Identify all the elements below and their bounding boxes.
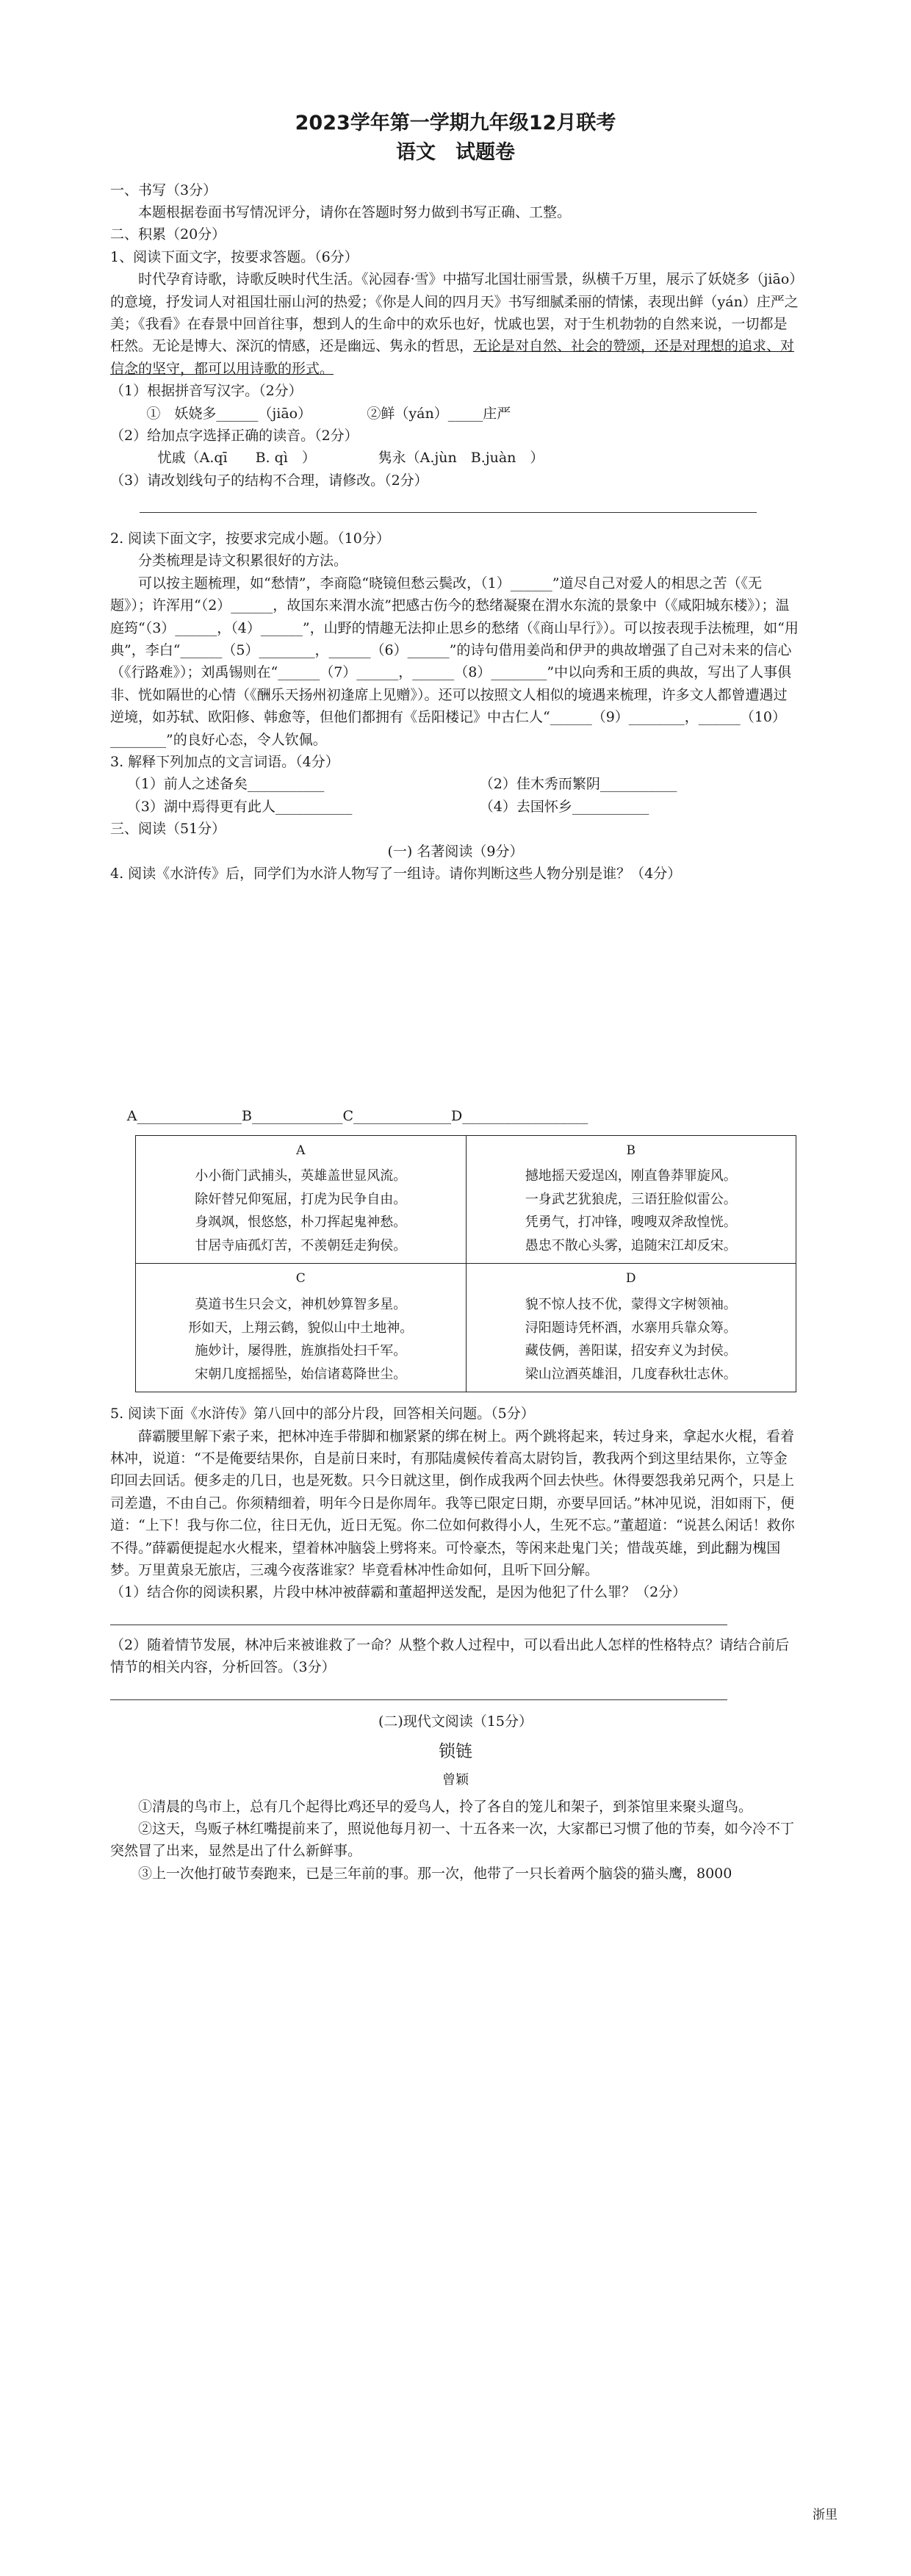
q4-prompt: 4. 阅读《水浒传》后，同学们为水浒人物写了一组诗。请你判断这些人物分别是谁？（4分） [110,865,682,882]
q3-item-4: （4）去国怀乡___________ [479,798,649,815]
poem-line: 施妙计，屡得胜，旌旗指处扫千军。 [195,1343,407,1359]
q4-answer-line[interactable]: A_______________B_____________C______________D__________________ [126,1108,588,1125]
q1-sub1-b: ②鲜（yán）_____庄严 [367,405,511,422]
q1-prompt: 1、阅读下面文字，按要求答题。（6分） [110,248,359,265]
q5-passage: 薛霸腰里解下索子来，把林冲连手带脚和枷紧紧的绑在树上。两个跳将起来，转过身来，拿起水火棍，看着林冲，说道：“不是俺要结果你，自是前日来时，有那陆虞候传着高太尉钧旨，教我两个到这里结果你，立等金印回去回话。便多走的几日，也是死数。只今日就这里，倒作成我两个回去快些。休得要怨我弟兄两个，只是上司差遣，不由自己。你须精细着，明年今日是你周年。我等已限定日期，亦要早回话。”林冲见说，泪如雨下，便道：“上下！我与你二位，往日无仇，近日无冤。你二位如何救得小人，生死不忘。”董超道：“说甚么闲话！救你不得。”薛霸便提起水火棍来，望着林冲脑袋上劈将来。可怜豪杰，等闲来赴鬼门关；惜哉英雄，到此翻为槐国梦。万里黄泉无旅店，三魂今夜落谁家？毕竟看林冲性命如何，且听下回分解。 [110,1428,795,1578]
q1-sub1: （1）根据拼音写汉字。（2分） [110,383,303,400]
q1-sub2-b: 隽永（A.jùn B.juàn ） [378,450,544,467]
poem-line: 貌不惊人技不优，蒙得文字树领袖。 [525,1297,737,1313]
poem-line: 形如天，上翔云鹤，貌似山中土地神。 [188,1320,414,1336]
poem-cell-d [466,1264,796,1392]
q1-sub1-a: ① 妖娆多______（jiāo） [146,405,312,422]
q3-prompt: 3. 解释下列加点的文言词语。（4分） [110,754,339,770]
article-author: 曾颖 [442,1771,469,1788]
article-paragraph-2: ②这天，鸟贩子林红嘴提前来了，照说他每月初一、十五各来一次，大家都已习惯了他的节奏，如今冷不丁突然冒了出来，显然是出了什么新鲜事。 [110,1820,795,1860]
part-1-heading: (一) 名著阅读（9分） [387,843,524,860]
q1-sub1-options [110,403,801,425]
section-2-heading: 二、积累（20分） [110,226,226,243]
q5-sub1-answer-line[interactable] [110,1604,727,1625]
q5-sub2-answer-line[interactable] [110,1679,727,1700]
article-paragraph-1: ①清晨的鸟市上，总有几个起得比鸡还早的爱鸟人，拎了各自的笼儿和架子，到茶馆里来聚头遛鸟。 [138,1798,753,1815]
poem-line: 莫道书生只会文，神机妙算智多星。 [195,1297,407,1313]
exam-page [110,110,801,1885]
q1-sub3: （3）请改划线句子的结构不合理，请修改。（2分） [110,472,428,489]
q5-prompt: 5. 阅读下面《水浒传》第八回中的部分片段，回答相关问题。（5分） [110,1406,535,1422]
poem-line: 凭勇气，打冲锋，嗖嗖双斧敌惶恍。 [525,1215,737,1231]
q3-item-1: （1）前人之述备矣___________ [126,776,325,793]
q1-underlined-sentence: 无论是对自然、社会的赞颂，还是对理想的追求、对信念的坚守，都可以用诗歌的形式。 [110,338,795,377]
q5-sub2: （2）随着情节发展，林冲后来被谁救了一命？从整个救人过程中，可以看出此人怎样的性格特点？请结合前后情节的相关内容，分析回答。（3分） [110,1636,790,1676]
poem-line: 一身武艺犹狼虎，三语狂脸似雷公。 [525,1191,737,1207]
poem-line: 浔阳题诗凭杯酒，水寨用兵靠众筹。 [525,1320,737,1336]
exam-subtitle: 语文 试题卷 [396,141,515,165]
part-2-heading: (二)现代文阅读（15分） [378,1713,533,1730]
poem-table [135,1135,796,1393]
poem-line: 宋朝几度摇摇坠，始信诸葛降世尘。 [195,1366,407,1382]
poem-cell-b [466,1135,796,1264]
poem-cell-c-head: C [295,1271,306,1287]
q3-item-3: （3）湖中焉得更有此人___________ [126,798,353,815]
article-title: 锁链 [439,1741,472,1761]
poem-line: 藏伎俩，善阳谋，招安弃义为封侯。 [525,1343,737,1359]
poem-cell-c [136,1264,467,1392]
poem-line: 梁山泣酒英雄泪，几度春秋壮志休。 [525,1366,737,1382]
q5-sub1: （1）结合你的阅读积累，片段中林冲被薛霸和董超押送发配，是因为他犯了什么罪？（2分） [110,1584,687,1601]
poem-line: 甘居寺庙孤灯苦，不羡朝廷走狗侯。 [195,1237,407,1253]
q1-sub2: （2）给加点字选择正确的读音。（2分） [110,427,359,444]
poem-line: 愚忠不散心头雾，追随宋江却反宋。 [525,1237,737,1253]
exam-title: 2023学年第一学期九年级12月联考 [295,112,616,134]
q2-prompt: 2. 阅读下面文字，按要求完成小题。（10分） [110,530,390,547]
q1-sub2-a: 忧戚（A.qī B. qì ） [157,450,316,467]
poem-line: 撼地摇天爱逞凶，刚直鲁莽罪旋风。 [525,1168,737,1184]
poem-cell-a-head: A [296,1143,306,1158]
q1-passage [110,268,801,380]
q1-answer-line[interactable] [140,492,757,513]
q3-row-1 [110,773,801,795]
section-1-heading: 一、书写（3分） [110,181,217,198]
poem-cell-a [136,1135,467,1264]
poem-line: 除奸替兄仰冤屈，打虎为民争自由。 [195,1191,407,1207]
q2-intro: 分类梳理是诗文积累很好的方法。 [138,553,348,569]
q1-passage-text: 时代孕育诗歌，诗歌反映时代生活。《沁园春·雪》中描写北国壮丽雪景，纵横千万里，展示了妖娆多（jiāo）的意境，抒发词人对祖国壮丽山河的热爱；《你是人间的四月天》书写细腻柔丽的情愫，表现出鲜（yán）庄严之美；《我看》在春景中回首往事，想到人的生命中的欢乐也好，忧戚也罢，对于生机勃勃的自然来说，一切都是枉然。无论是博大、深沉的情感，还是幽远、隽永的哲思， [110,271,799,355]
q2-paragraph: 可以按主题梳理，如“愁情”，李商隐“晓镜但愁云鬓改，（1）______”道尽自己对爱人的相思之苦（《无题》）；许浑用“（2）______，故国东来渭水流”把感古伤今的愁绪凝聚在渭水东流的景象中（《咸阳城东楼》）；温庭筠“（3）______，（4）______”，山野的情趣无法抑止思乡的愁绪（《商山早行》）。可以按表现手法梳理，如“用典”，李白“______（5）________，______（6）______”的诗句借用姜尚和伊尹的典故增强了自己对未来的信心（《行路难》）；刘禹锡则在“______（7）______，______（8）________”中以向秀和王质的典故，写出了人事俱非、恍如隔世的心情（《酬乐天扬州初逢席上见赠》）。还可以按照文人相似的境遇来梳理，许多文人都曾遭遇过逆境，如苏轼、欧阳修、韩愈等，但他们都拥有《岳阳楼记》中古仁人“______（9）________，______（10）________”的良好心态，令人钦佩。 [110,575,799,748]
article-paragraph-3: ③上一次他打破节奏跑来，已是三年前的事。那一次，他带了一只长着两个脑袋的猫头鹰，8000 [138,1865,732,1882]
section-1-text: 本题根据卷面书写情况评分，请你在答题时努力做到书写正确、工整。 [138,204,572,221]
section-3-heading: 三、阅读（51分） [110,821,226,838]
q3-item-2: （2）佳木秀而繁阴___________ [479,776,677,793]
q4-blank-space [110,885,801,1105]
poem-cell-b-head: B [626,1143,635,1158]
poem-line: 身飒飒，恨悠悠，朴刀挥起鬼神愁。 [195,1215,407,1231]
q1-sub2-options [110,447,801,469]
page-footer: 浙里 [813,2508,838,2522]
q3-row-2 [110,796,801,818]
poem-cell-d-head: D [625,1271,636,1287]
poem-line: 小小衙门武捕头，英雄盖世显风流。 [195,1168,407,1184]
